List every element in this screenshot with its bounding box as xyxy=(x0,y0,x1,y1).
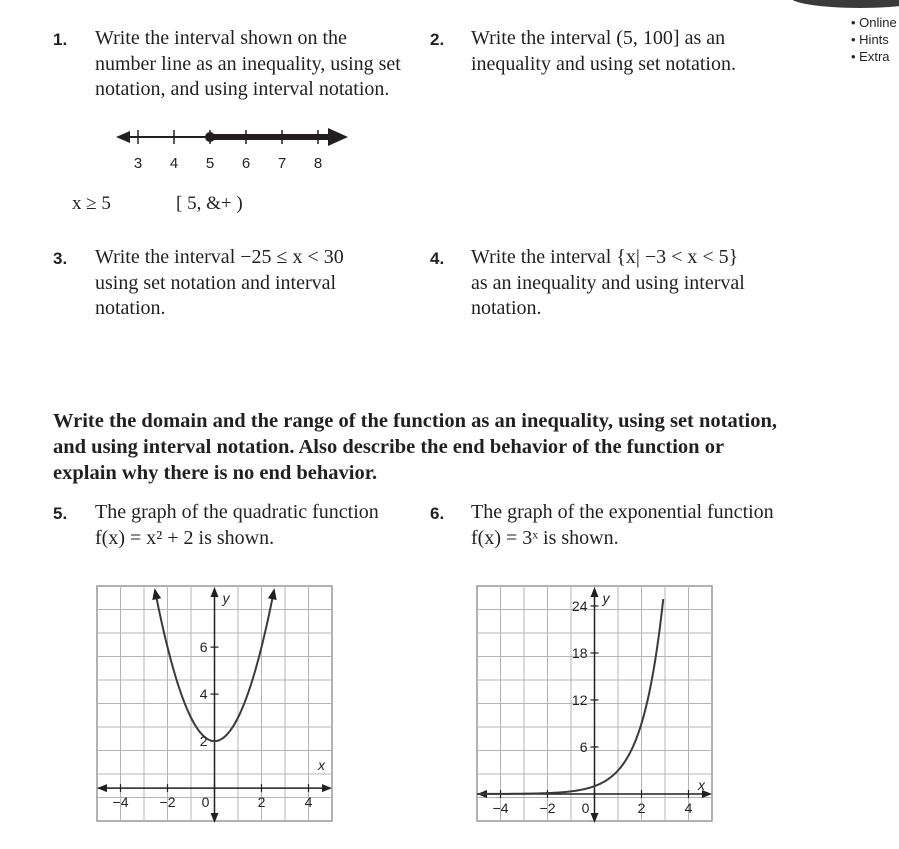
exponential-graph xyxy=(476,585,714,825)
number-line-label: 3 xyxy=(133,155,143,172)
problem-1-text xyxy=(95,26,425,103)
problem-6-line: The graph of the exponential function xyxy=(471,501,774,523)
x-tick-label: −2 xyxy=(159,794,176,811)
x-tick-label: 2 xyxy=(637,799,646,816)
problem-4-line: notation. xyxy=(471,297,542,319)
sidebar-item-online[interactable]: • Online xyxy=(851,14,897,31)
problem-5-number: 5. xyxy=(53,504,68,523)
y-tick-label: 6 xyxy=(579,738,588,755)
problem-3-text xyxy=(95,245,425,322)
problem-2-number: 2. xyxy=(430,30,445,49)
number-line xyxy=(110,124,360,179)
x-tick-label: −4 xyxy=(492,799,509,816)
instructions-line: explain why there is no end behavior. xyxy=(53,462,378,484)
number-line-label: 6 xyxy=(241,155,251,172)
instructions-line: and using interval notation. Also describe the end behavior of the function or xyxy=(53,436,725,458)
x-tick-label: 0 xyxy=(581,799,590,816)
y-tick-label: 24 xyxy=(571,597,588,614)
problem-3-line: Write the interval −25 ≤ x < 30 xyxy=(95,246,344,268)
x-tick-label: −4 xyxy=(112,794,129,811)
number-line-label: 7 xyxy=(277,155,287,172)
problem-1-line: number line as an inequality, using set xyxy=(95,52,401,75)
instructions-line: Write the domain and the range of the function as an inequality, using set notation, xyxy=(53,410,778,432)
y-tick-label: 2 xyxy=(199,733,208,750)
number-line-left-arrow xyxy=(116,131,130,143)
y-tick-label: 6 xyxy=(199,639,208,656)
number-line-right-arrow xyxy=(328,128,348,146)
section-instructions xyxy=(53,408,853,486)
x-tick-label: 4 xyxy=(304,794,313,811)
problem-4-number: 4. xyxy=(430,249,445,268)
problem-6-number: 6. xyxy=(430,504,445,523)
problem-3-line: using set notation and interval xyxy=(95,271,337,294)
x-axis-label: x xyxy=(318,757,325,773)
problem-1-line: notation, and using interval notation. xyxy=(95,78,390,100)
problem-5-text xyxy=(95,500,425,551)
y-tick-label: 4 xyxy=(199,686,208,703)
number-line-label: 8 xyxy=(313,155,323,172)
number-line-label: 4 xyxy=(169,155,179,172)
sidebar-item-hints[interactable]: • Hints xyxy=(851,31,897,48)
problem-6-text xyxy=(471,500,801,551)
problem-4-text xyxy=(471,245,801,322)
problem-3-number: 3. xyxy=(53,249,68,268)
answer-interval: [ 5, &+ ) xyxy=(176,193,243,214)
quadratic-graph xyxy=(96,585,334,825)
problem-6-line: f(x) = 3ˣ is shown. xyxy=(471,526,619,549)
sidebar-item-extra[interactable]: • Extra xyxy=(851,48,897,65)
problem-2-line: Write the interval (5, 100] as an xyxy=(471,27,726,49)
y-tick-label: 18 xyxy=(571,644,588,661)
problem-4-line: Write the interval {x| −3 < x < 5} xyxy=(471,246,739,268)
problem-2-text xyxy=(471,26,801,77)
x-tick-label: 0 xyxy=(201,794,210,811)
x-tick-label: 4 xyxy=(684,799,693,816)
problem-4-line: as an inequality and using interval xyxy=(471,271,745,294)
sidebar-links xyxy=(851,14,897,65)
y-tick-label: 12 xyxy=(571,691,588,708)
problem-5-line: f(x) = x² + 2 is shown. xyxy=(95,526,275,549)
x-tick-label: −2 xyxy=(539,799,556,816)
problem-1-line: Write the interval shown on the xyxy=(95,27,347,49)
x-axis-label: x xyxy=(698,777,705,793)
problem-1-number: 1. xyxy=(53,30,68,49)
x-tick-label: 2 xyxy=(257,794,266,811)
problem-3-line: notation. xyxy=(95,297,166,319)
problem-5-line: The graph of the quadratic function xyxy=(95,501,379,523)
answer-inequality: x ≥ 5 xyxy=(72,193,111,214)
number-line-label: 5 xyxy=(205,155,215,172)
sidebar-tab-decoration xyxy=(790,0,899,8)
y-axis-label: y xyxy=(222,590,230,606)
problem-2-line: inequality and using set notation. xyxy=(471,52,736,75)
y-axis-label: y xyxy=(602,590,610,606)
